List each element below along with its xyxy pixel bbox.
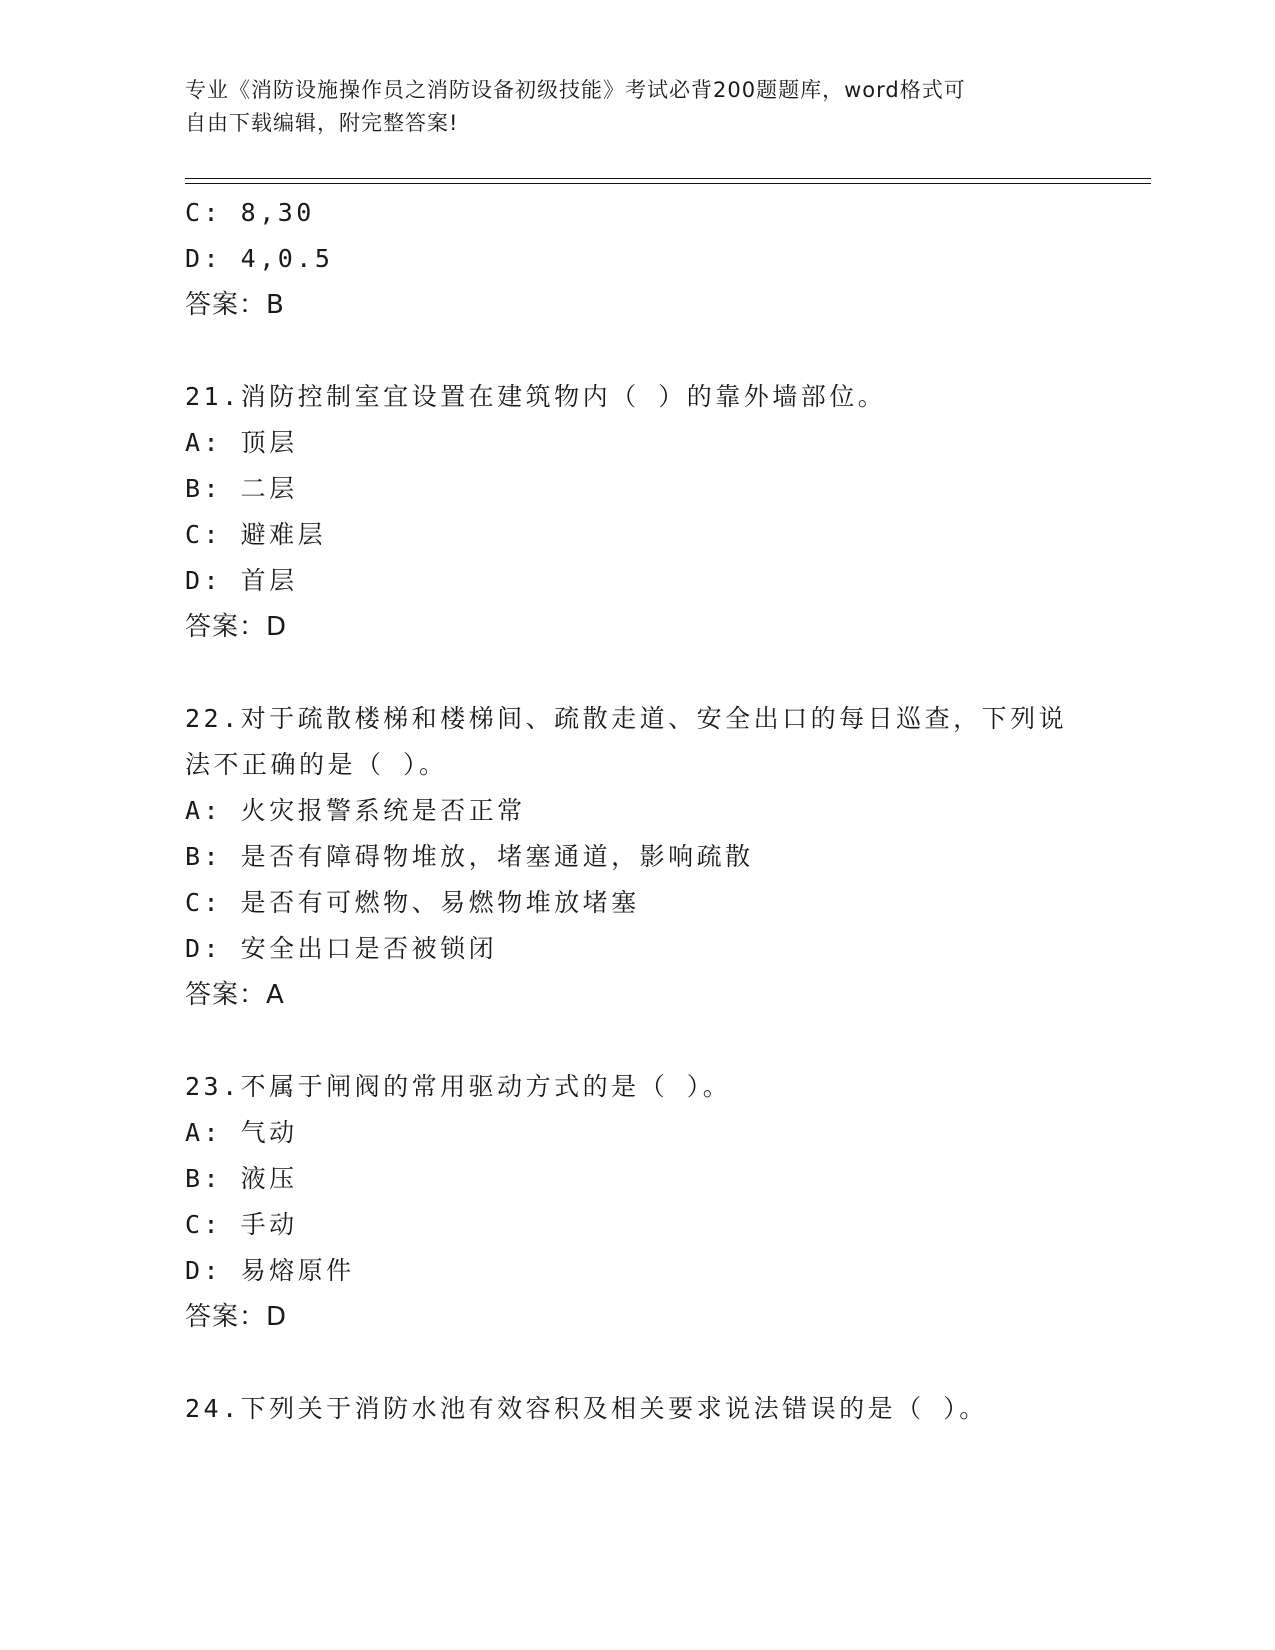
option-d: D: 易熔原件 <box>185 1256 355 1285</box>
option-d: D: 安全出口是否被锁闭 <box>185 934 498 963</box>
question-stem: 21.消防控制室宜设置在建筑物内（ ）的靠外墙部位。 <box>185 382 887 411</box>
question-stem-continued: 法不正确的是（ ）。 <box>185 750 448 779</box>
option-b: B: 是否有障碍物堆放，堵塞通道，影响疏散 <box>185 842 754 871</box>
question-21 <box>185 374 1085 650</box>
question-23 <box>185 1064 1085 1340</box>
question-stem: 22.对于疏散楼梯和楼梯间、疏散走道、安全出口的每日巡查，下列说 <box>185 704 1068 733</box>
header-title-line-2: 自由下载编辑，附完整答案! <box>185 111 459 135</box>
option-d: D: 4,0.5 <box>185 244 334 273</box>
header-rule-top <box>185 178 1151 179</box>
answer-line: 答案：D <box>185 612 288 642</box>
option-a: A: 火灾报警系统是否正常 <box>185 796 526 825</box>
option-c: C: 8,30 <box>185 198 315 227</box>
question-22 <box>185 696 1085 1018</box>
option-c: C: 手动 <box>185 1210 298 1239</box>
option-c: C: 是否有可燃物、易燃物堆放堵塞 <box>185 888 640 917</box>
option-a: A: 气动 <box>185 1118 298 1147</box>
header-title-line-1: 专业《消防设施操作员之消防设备初级技能》考试必背200题题库，word格式可 <box>185 78 966 102</box>
question-list <box>185 190 1085 1432</box>
option-d: D: 首层 <box>185 566 298 595</box>
answer-line: 答案：A <box>185 980 285 1010</box>
spacer <box>185 1340 1085 1386</box>
option-b: B: 液压 <box>185 1164 298 1193</box>
spacer <box>185 650 1085 696</box>
option-c: C: 避难层 <box>185 520 327 549</box>
question-24 <box>185 1386 1085 1432</box>
spacer <box>185 328 1085 374</box>
question-continued <box>185 190 1085 328</box>
option-a: A: 顶层 <box>185 428 298 457</box>
option-b: B: 二层 <box>185 474 298 503</box>
header-rule-bottom <box>185 183 1151 184</box>
answer-line: 答案：B <box>185 290 285 320</box>
question-stem: 23.不属于闸阀的常用驱动方式的是（ ）。 <box>185 1072 732 1101</box>
spacer <box>185 1018 1085 1064</box>
answer-line: 答案：D <box>185 1302 288 1332</box>
document-header <box>185 74 1065 140</box>
question-stem: 24.下列关于消防水池有效容积及相关要求说法错误的是（ ）。 <box>185 1394 988 1423</box>
